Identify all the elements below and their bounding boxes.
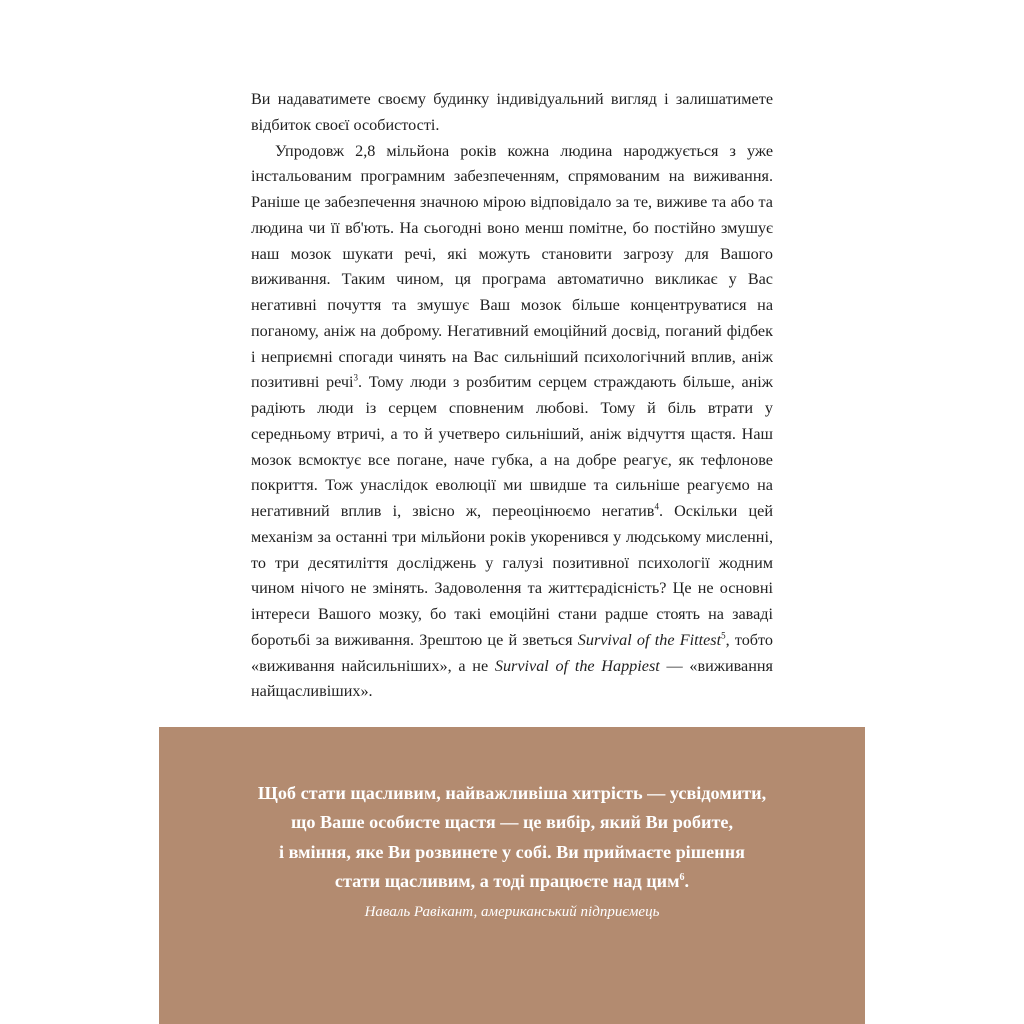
footnote-ref-5: 5	[721, 630, 726, 641]
paragraph-2-part-4: , тобто «виживання найсильніших», а не	[251, 630, 773, 675]
footnote-ref-3: 3	[353, 372, 359, 383]
quote-line-2: що Ваше особисте щастя — це вибір, який Ви робите,	[290, 812, 734, 833]
paragraph-1: Ви надаватимете своєму будинку індивідуальний вигляд і залишатимете відбиток своєї особистості.	[251, 90, 773, 134]
quote-line-1: Щоб стати щасливим, найважливіша хитрість — усвідомити,	[257, 783, 767, 803]
paragraph-2	[251, 139, 773, 706]
quote-author: Наваль Равікант, американський підприємець	[364, 904, 660, 920]
paragraph-2-part-5: — «виживання найщасливіших».	[251, 656, 774, 701]
quote-line-4-text: стати щасливим, а тоді працюєте над цим	[334, 870, 680, 891]
quote-text	[0, 779, 1024, 896]
italic-phrase-happiest: Survival of the Happiest	[494, 656, 660, 675]
footnote-ref-6: 6	[679, 871, 685, 883]
main-text	[251, 87, 773, 705]
quote-line-3: і вміння, яке Ви розвинете у собі. Ви приймаєте рішення	[279, 841, 745, 862]
paragraph-2-part-2: . Тому люди з розбитим серцем страждають більше, аніж радіють люди із серцем сповненим любові. Тому й біль втрати у середньому втричі, а то й учетверо сильніший, аніж відчуття щастя. Наш мозок всмоктує все погане, наче губка, а на добре реагує, як тефлонове покриття. Тож унаслідок еволюції ми швидше та сильніше реагуємо на негативний вплив і, звісно ж, переоцінюємо негатив	[251, 373, 773, 520]
quote-line-4-end: .	[684, 870, 690, 891]
paragraph-2-part-1: Упродовж 2,8 мільйона років кожна людина народжується з уже інстальованим програмним забезпеченням, спрямованим на виживання. Раніше це забезпечення значною мірою відповідало за те, виживе та або та людина чи її вб'ють. На сьогодні воно менш помітне, бо постійно змушує наш мозок шукати речі, які можуть становити загрозу для Вашого виживання. Таким чином, ця програма автоматично викликає у Вас негативні почуття та змушує Ваш мозок більше концентруватися на поганому, аніж на доброму. Негативний емоційний досвід, поганий фідбек і неприємні спогади чинять на Вас сильніший психологічний вплив, аніж позитивні речі	[251, 141, 773, 392]
quote-line-4	[0, 867, 1024, 896]
footnote-ref-4: 4	[654, 501, 659, 512]
italic-phrase-fittest: Survival of the Fittest	[577, 630, 722, 649]
paragraph-2-part-3: . Оскільки цей механізм за останні три мільйони років укоренився у людському мисленні, то три десятиліття досліджень у галузі позитивної психології жодним чином нічого не змінять. Задоволення та життєрадісність? Це не основні інтереси Вашого мозку, бо такі емоційні стани радше стоять на заваді боротьбі за виживання. Зрештою це й зветься	[251, 502, 773, 649]
